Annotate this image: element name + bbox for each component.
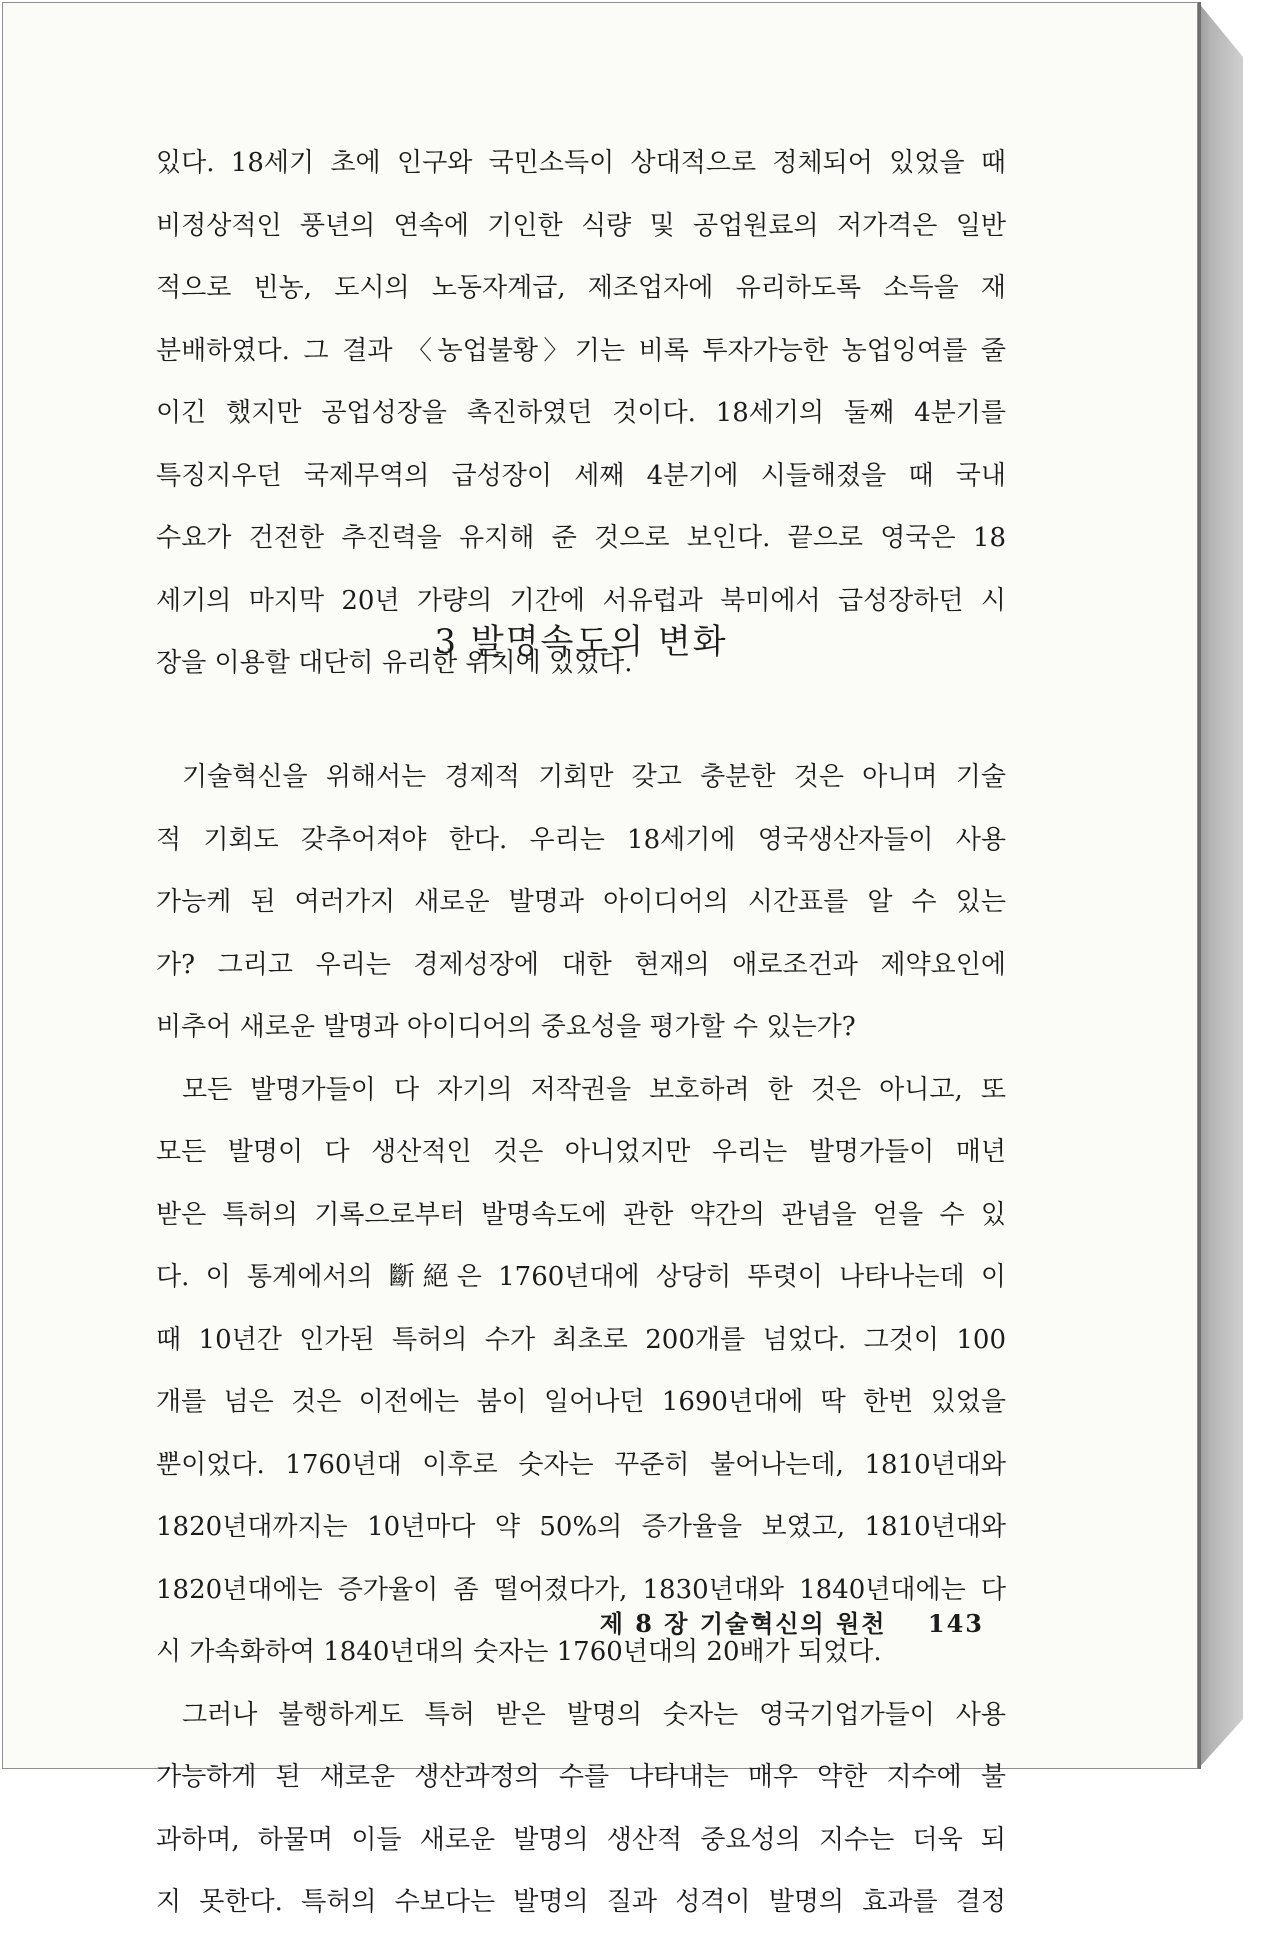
page-number: 143 [927,1609,984,1638]
text-line: 1820년대까지는 10년마다 약 50%의 증가율을 보였고, 1810년대와 [156,1512,1006,1542]
paragraph-top [156,132,1006,695]
text-line: 개를 넘은 것은 이전에는 붐이 일어나던 1690년대에 딱 한번 있었을 [156,1387,1006,1417]
text-line: 모든 발명가들이 다 자기의 저작권을 보호하려 한 것은 아니고, 또 [182,1074,1006,1105]
text-line: 기술혁신을 위해서는 경제적 기회만 갖고 충분한 것은 아니며 기술 [182,762,1006,792]
book-spine-edge [1198,2,1201,1769]
book-spine [1198,2,1243,1769]
text-line: 분배하였다. 그 결과 〈농업불황〉기는 비록 투자가능한 농업잉여를 줄 [156,335,1006,366]
text-line: 1820년대에는 증가율이 좀 떨어졌다가, 1830년대와 1840년대에는 다 [156,1574,1006,1605]
text-line: 가능하게 된 새로운 생산과정의 수를 나타내는 매우 약한 지수에 불 [156,1762,1006,1792]
text-line: 적 기회도 갖추어져야 한다. 우리는 18세기에 영국생산자들이 사용 [156,824,1006,855]
section-heading: 3 발명속도의 변화 [434,622,728,662]
text-line: 과하며, 하물며 이들 새로운 발명의 생산적 중요성의 지수는 더욱 되 [156,1824,1006,1855]
chapter-title: 제 8 장 기술혁신의 원천 [599,1609,887,1638]
text-line: 가? 그리고 우리는 경제성장에 대한 현재의 애로조건과 제약요인에 [156,949,1006,980]
text-line: 다. 이 통계에서의 斷絕은 1760년대에 상당히 뚜렷이 나타나는데 이 [156,1262,1006,1292]
page-footer [156,1604,984,1639]
text-line: 시 가속화하여 1840년대의 숫자는 1760년대의 20배가 되었다. [156,1637,882,1667]
text-line: 지 못한다. 특허의 수보다는 발명의 질과 성격이 발명의 효과를 결정 [156,1887,1006,1917]
text-line: 모든 발명이 다 생산적인 것은 아니었지만 우리는 발명가들이 매년 [156,1137,1006,1167]
text-line: 그러나 불행하게도 특허 받은 발명의 숫자는 영국기업가들이 사용 [182,1699,1006,1730]
text-line: 뿐이었다. 1760년대 이후로 숫자는 꾸준히 불어나는데, 1810년대와 [156,1449,1006,1480]
text-line: 이긴 했지만 공업성장을 촉진하였던 것이다. 18세기의 둘째 4분기를 [156,398,1006,428]
text-line: 세기의 마지막 20년 가량의 기간에 서유럽과 북미에서 급성장하던 시 [156,585,1006,616]
text-line: 특징지우던 국제무역의 급성장이 세째 4분기에 시들해졌을 때 국내 [156,460,1006,491]
text-line: 적으로 빈농, 도시의 노동자계급, 제조업자에 유리하도록 소득을 재 [156,273,1006,303]
section-body [156,746,1006,1934]
text-line: 장을 이용할 대단히 유리한 위치에 있었다. [156,648,633,678]
text-line: 있다. 18세기 초에 인구와 국민소득이 상대적으로 정체되어 있었을 때 [156,148,1006,178]
text-line: 받은 특허의 기록으로부터 발명속도에 관한 약간의 관념을 얻을 수 있 [156,1199,1006,1230]
text-line: 가능케 된 여러가지 새로운 발명과 아이디어의 시간표를 알 수 있는 [156,887,1006,917]
text-line: 비정상적인 풍년의 연속에 기인한 식량 및 공업원료의 저가격은 일반 [156,210,1006,241]
text-line: 때 10년간 인가된 특허의 수가 최초로 200개를 넘었다. 그것이 100 [156,1324,1006,1355]
text-line: 수요가 건전한 추진력을 유지해 준 것으로 보인다. 끝으로 영국은 18 [156,523,1006,553]
text-line: 비추어 새로운 발명과 아이디어의 중요성을 평가할 수 있는가? [156,1012,856,1042]
